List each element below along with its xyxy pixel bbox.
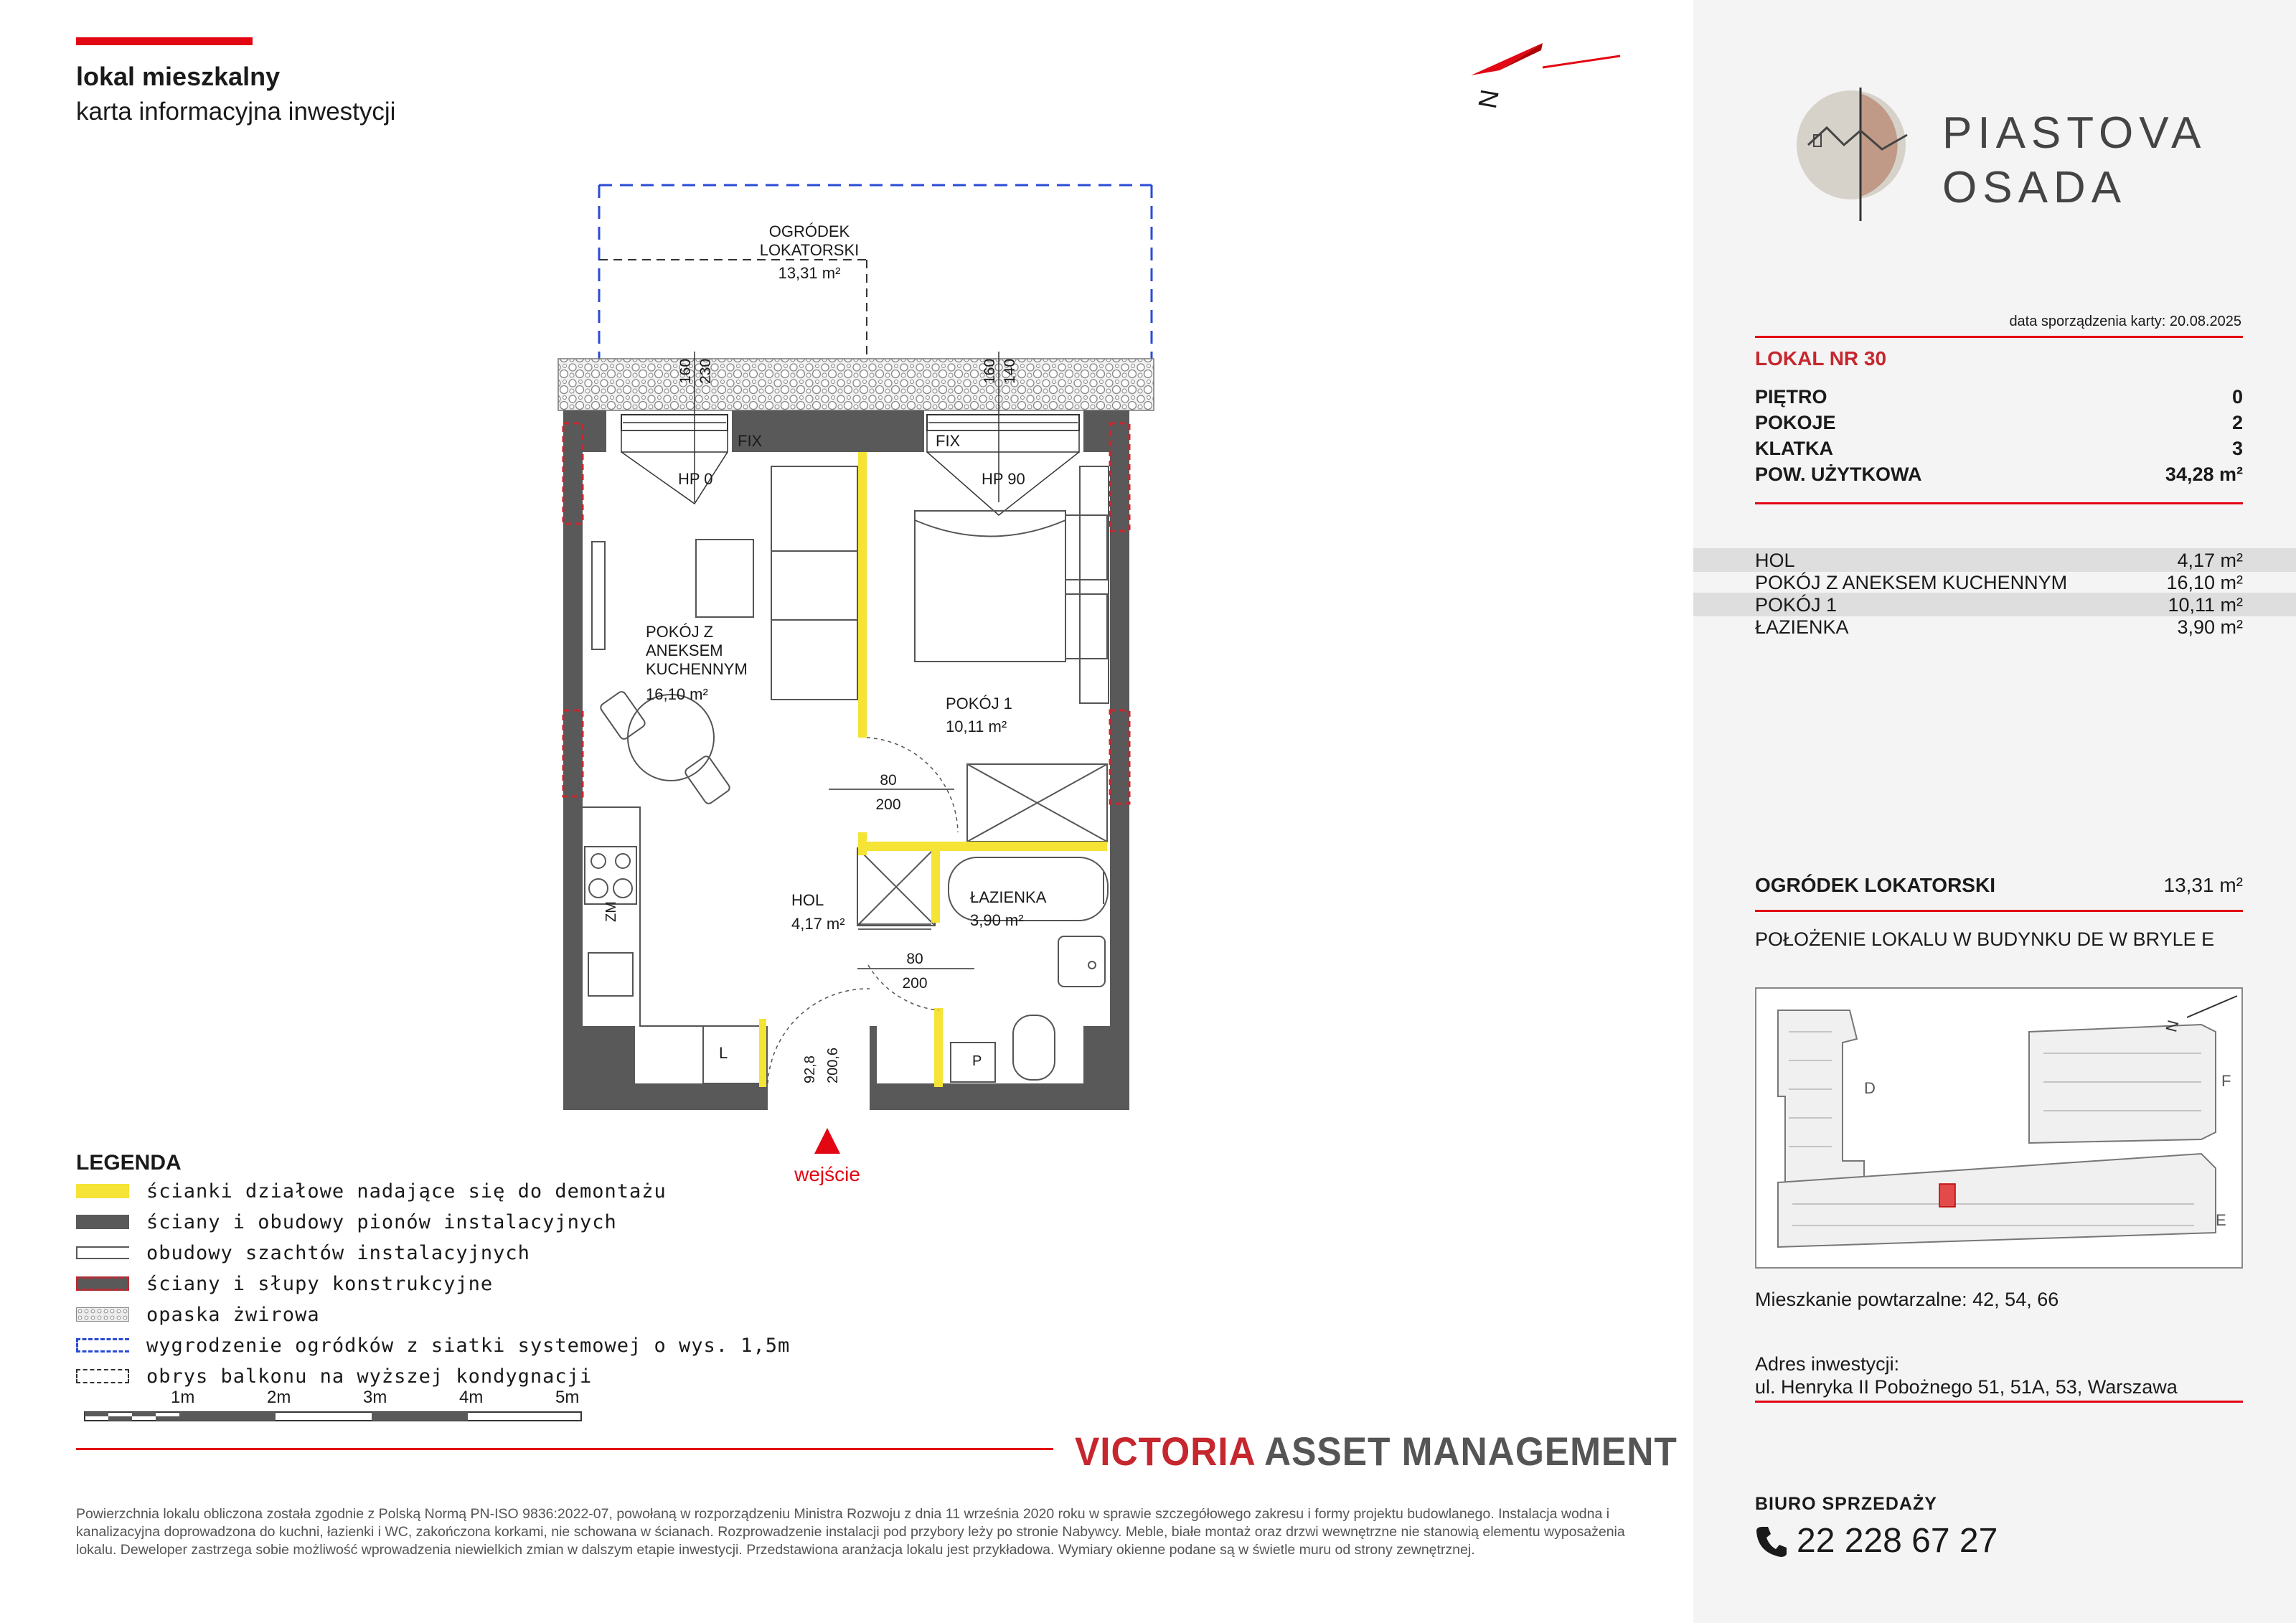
room-row: POKÓJ Z ANEKSEM KUCHENNYM 16,10 m² xyxy=(1755,572,2243,593)
legend-swatch xyxy=(76,1246,129,1259)
window-1-height-2: 230 xyxy=(697,358,714,384)
room-main-label-3: KUCHENNYM xyxy=(646,660,748,678)
svg-text:F: F xyxy=(2221,1072,2231,1090)
scale-label: 5m xyxy=(555,1388,580,1407)
legend-title: LEGENDA xyxy=(76,1151,182,1175)
entry-label: wejście xyxy=(794,1163,860,1185)
door-2-width: 80 xyxy=(906,951,923,967)
scale-bar xyxy=(83,1411,585,1428)
garden-row: OGRÓDEK LOKATORSKI 13,31 m² xyxy=(1755,874,2243,896)
structural-markers xyxy=(563,423,1129,804)
window-1 xyxy=(621,415,728,452)
phone-contact[interactable] xyxy=(1755,1521,1998,1561)
room-main-label-2: ANEKSEM xyxy=(646,641,723,659)
divider xyxy=(1755,910,2243,912)
svg-text:N: N xyxy=(2162,1018,2183,1034)
entry-door-height: 200,6 xyxy=(825,1047,841,1083)
phone-icon xyxy=(1755,1524,1787,1558)
sales-office-label: BIURO SPRZEDAŻY xyxy=(1755,1494,1937,1514)
legend-item: obrys balkonu na wyższej kondygnacji xyxy=(76,1364,592,1388)
prop-row: POW. UŻYTKOWA 34,28 m² xyxy=(1755,464,2243,485)
legend-swatch xyxy=(76,1184,129,1198)
gravel-strip xyxy=(558,359,1154,410)
room-row: ŁAZIENKA 3,90 m² xyxy=(1755,616,2243,638)
room-main-label-1: POKÓJ Z xyxy=(646,623,714,641)
legend-item: ściany i słupy konstrukcyjne xyxy=(76,1271,493,1296)
disclaimer: Powierzchnia lokalu obliczona została zgodnie z Polską Normą PN-ISO 9836:2022-07, powołaną w rozporządzeniu Ministra Rozwoju z dnia 11 września 2020 roku w sprawie szczegółowego zakresu i formy projektu budowlanego. Instalacja wodna i kanalizacyjna doprowadzona do kuchni, łazienki i WC, zakończona korkami, nie schowana w ścianach. Rozprowadzenie instalacji pod przybory leży po stronie Nabywcy. Meble, białe montaż oraz drzwi wewnętrzne nie stanowią elementu wyposażenia lokalu. Deweloper zastrzega sobie możliwość wprowadzenia niewielkich zmian w dalszym etapie inwestycji. Przedstawiona aranżacja lokalu jest przykładowa. Wymiary okienne podane są w świetle muru od strony zewnętrznej. xyxy=(76,1506,1625,1558)
legend-swatch xyxy=(76,1276,129,1291)
legend-swatch xyxy=(76,1307,129,1322)
wardrobe xyxy=(967,764,1107,842)
garden-label-2: LOKATORSKI xyxy=(759,241,860,259)
internal-lines xyxy=(829,789,974,969)
bath-area: 3,90 m² xyxy=(970,911,1024,929)
door-2-height: 200 xyxy=(902,975,928,992)
north-label: N xyxy=(1472,87,1505,111)
garden-label-1: OGRÓDEK xyxy=(768,222,850,240)
legend-item: ścianki działowe nadające się do demontażu xyxy=(76,1179,667,1203)
tv-unit xyxy=(592,542,605,649)
fridge-label: ZM xyxy=(603,901,619,922)
legend-item: ściany i obudowy pionów instalacyjnych xyxy=(76,1210,617,1234)
repeat-units: Mieszkanie powtarzalne: 42, 54, 66 xyxy=(1755,1289,2059,1310)
prop-row: POKOJE 2 xyxy=(1755,412,2243,433)
dining-table xyxy=(599,690,731,805)
divider xyxy=(1755,336,2243,338)
room-1-label: POKÓJ 1 xyxy=(946,695,1012,712)
sheet-date: data sporządzenia karty: 20.08.2025 xyxy=(2009,314,2241,329)
room-row: HOL 4,17 m² xyxy=(1755,550,2243,571)
svg-text:E: E xyxy=(2216,1211,2226,1229)
phone-number[interactable]: 22 228 67 27 xyxy=(1797,1522,1998,1560)
hol-area: 4,17 m² xyxy=(791,915,845,933)
closet-p-label: P xyxy=(972,1053,982,1069)
location-heading: POŁOŻENIE LOKALU W BUDYNKU DE W BRYLE E xyxy=(1755,928,2215,950)
page-subtitle: karta informacyjna inwestycji xyxy=(76,98,396,126)
window-2-fix: FIX xyxy=(936,432,961,450)
piastova-logo-icon xyxy=(1792,85,1921,228)
legend-swatch xyxy=(76,1369,129,1383)
room-row: POKÓJ 1 10,11 m² xyxy=(1755,594,2243,616)
legend-item: wygrodzenie ogródków z siatki systemowej o wys. 1,5m xyxy=(76,1333,790,1358)
scale-label: 3m xyxy=(363,1388,387,1407)
window-2-height-2: 140 xyxy=(1002,358,1018,384)
entry-door-width: 92,8 xyxy=(802,1055,818,1083)
garden-area: 13,31 m² xyxy=(778,264,841,282)
site-map-drawing xyxy=(1756,989,2241,1267)
bed xyxy=(915,466,1109,703)
legend-swatch xyxy=(76,1338,129,1352)
scale-label: 4m xyxy=(459,1388,484,1407)
divider xyxy=(1755,502,2243,504)
window-2-hp: HP 90 xyxy=(982,470,1025,488)
divider xyxy=(1755,1401,2243,1403)
address: ul. Henryka II Pobożnego 51, 51A, 53, Warszawa xyxy=(1755,1376,2178,1398)
svg-text:D: D xyxy=(1864,1079,1876,1097)
bath-label: ŁAZIENKA xyxy=(970,888,1047,906)
exterior-walls xyxy=(563,410,1129,1110)
side-table xyxy=(696,540,753,617)
sofa xyxy=(771,466,857,700)
scale-label: 2m xyxy=(267,1388,291,1407)
scale-label: 1m xyxy=(171,1388,195,1407)
prop-row: KLATKA 3 xyxy=(1755,438,2243,459)
closet-l-label: L xyxy=(719,1044,728,1062)
removable-partitions xyxy=(759,452,1107,1087)
entry-arrow-icon xyxy=(814,1128,840,1154)
address-label: Adres inwestycji: xyxy=(1755,1353,1900,1375)
legend-swatch xyxy=(76,1215,129,1229)
window-1-height-1: 160 xyxy=(677,358,694,384)
hol-label: HOL xyxy=(791,891,824,909)
unit-location-marker xyxy=(1939,1184,1955,1207)
legend-item: opaska żwirowa xyxy=(76,1302,320,1327)
unit-number: LOKAL NR 30 xyxy=(1755,347,1887,370)
legend-item: obudowy szachtów instalacyjnych xyxy=(76,1241,530,1265)
room-1-area: 10,11 m² xyxy=(946,718,1007,735)
divider xyxy=(76,1448,1053,1450)
site-map xyxy=(1755,987,2243,1269)
developer-logo: VICTORIA ASSET MANAGEMENT xyxy=(1075,1429,1678,1474)
room-main-area: 16,10 m² xyxy=(646,685,708,703)
window-2-height-1: 160 xyxy=(982,358,998,384)
window-1-hp: HP 0 xyxy=(678,470,713,488)
project-logo-text: PIASTOVA OSADA xyxy=(1942,108,2207,212)
door-1-width: 80 xyxy=(880,772,897,789)
hall-wardrobe xyxy=(857,848,935,926)
north-arrow-icon xyxy=(1471,43,1620,110)
door-1-height: 200 xyxy=(875,796,901,813)
page-title: lokal mieszkalny xyxy=(76,62,281,91)
window-1-fix: FIX xyxy=(738,432,763,450)
prop-row: PIĘTRO 0 xyxy=(1755,386,2243,408)
